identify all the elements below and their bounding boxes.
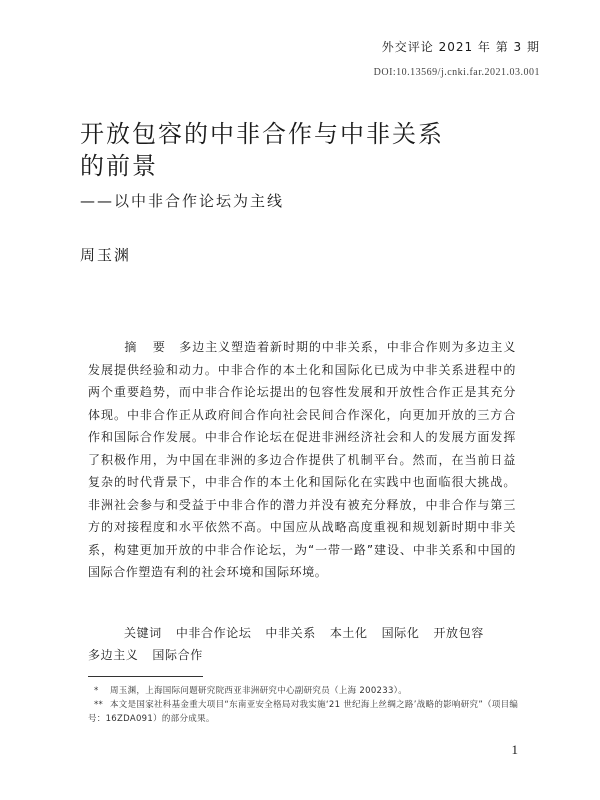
footnote-text: 周玉渊，上海国际问题研究院西亚非洲研究中心副研究员（上海 200233）。	[110, 686, 408, 696]
journal-issue: 外交评论 2021 年 第 3 期	[381, 40, 540, 54]
article-subtitle: ——以中非合作论坛为主线	[80, 192, 285, 210]
author-name: 周玉渊	[80, 246, 132, 264]
running-header	[374, 38, 540, 78]
footnote-mark: **	[94, 700, 104, 710]
abstract-text: 多边主义塑造着新时期的中非关系，中非合作则为多边主义发展提供经验和动力。中非合作的本土化和国际化已成为中非关系进程中的两个重要趋势，而中非合作论坛提出的包容性发展和开放性合作正是其充分体现。中非合作正从政府间合作向社会民间合作深化，向更加开放的三方合作和国际合作发展。中非合作论坛在促进非洲经济社会和人的发展方面发挥了积极作用，为中国在非洲的多边合作提供了机制平台。然而，在当前日益复杂的时代背景下，中非合作的本土化和国际化在实践中也面临很大挑战。非洲社会参与和受益于中非合作的潜力并没有被充分释放，中非合作与第三方的对接程度和水平依然不高。中国应从战略高度重视和规划新时期中非关系，构建更加开放的中非合作论坛，为“一带一路”建设、中非关系和中国的国际合作塑造有利的社会环境和国际环境。	[88, 340, 516, 579]
footnote-1	[88, 684, 520, 698]
title-line-2: 的前景	[80, 152, 158, 180]
footnote-text: 本文是国家社科基金重大项目“东南亚安全格局对我实施‘21 世纪海上丝绸之路’战略的影响研究”（项目编号：16ZDA091）的部分成果。	[88, 700, 519, 724]
title-line-1: 开放包容的中非合作与中非关系	[80, 120, 444, 148]
footnote-divider	[88, 676, 203, 677]
article-title	[80, 118, 444, 182]
keyword: 国际化	[381, 626, 420, 640]
keywords	[88, 622, 516, 666]
footnote-mark: *	[94, 686, 99, 696]
footnotes	[88, 684, 520, 726]
keyword: 本土化	[329, 626, 368, 640]
keyword: 多边主义	[88, 648, 139, 662]
page-number: 1	[511, 742, 518, 757]
keywords-label: 关键词	[124, 626, 162, 640]
keyword: 中非关系	[265, 626, 316, 640]
doi: DOI:10.13569/j.cnki.far.2021.03.001	[373, 67, 540, 78]
keyword: 中非合作论坛	[175, 626, 252, 640]
footnote-2	[88, 698, 520, 726]
abstract	[88, 336, 516, 584]
keyword: 国际合作	[152, 648, 203, 662]
keyword: 开放包容	[433, 626, 484, 640]
abstract-label: 摘 要	[124, 340, 172, 354]
